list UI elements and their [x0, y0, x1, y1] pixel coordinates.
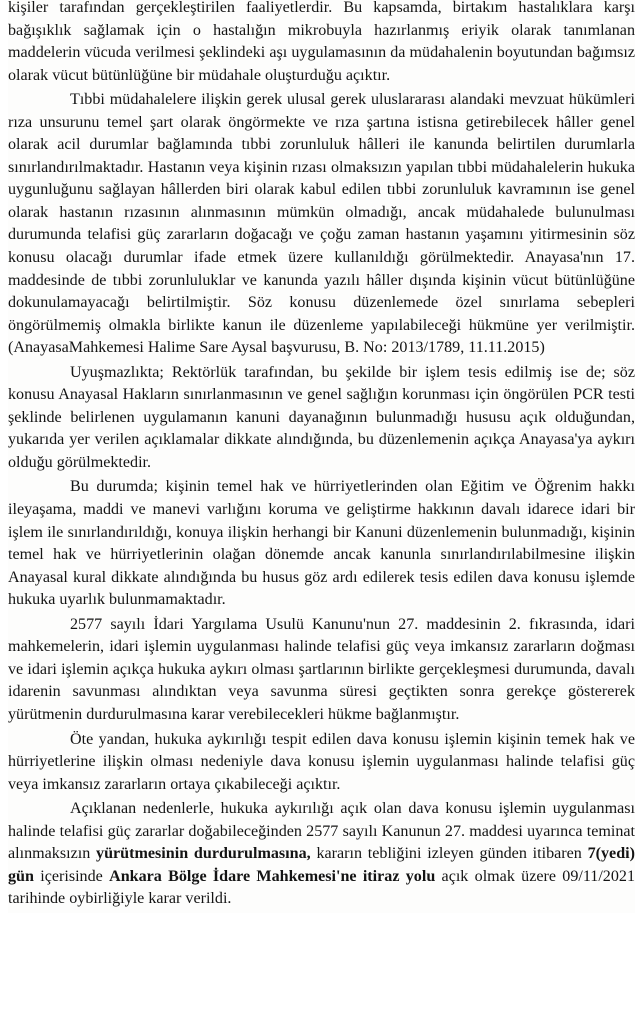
paragraph-1-text: kişiler tarafından gerçekleştirilen faaliyetlerdir. Bu kapsamda, birtakım hastalıklara karşı bağışıklık sağlamak için o hastalığın mikrobuyla hazırlanmış eriyik olarak tanımlanan maddelerin vücuda verilmesi şeklindeki aşı uygulamasının da müdahalenin boyutundan bağımsız olarak vücut bütünlüğüne bir müdahale oluşturduğu açıktır.	[8, 0, 635, 84]
paragraph-1	[8, 0, 635, 87]
paragraph-3	[8, 362, 635, 475]
paragraph-2	[8, 89, 635, 360]
paragraph-6-text: Öte yandan, hukuka aykırılığı tespit edilen dava konusu işlemin kişinin temek hak ve hürriyetlerine ilişkin olması nedeniyle dava konusu işlemin uygulanması halinde telafisi güç veya imkansız zararların ortaya çıkabileceği açıktır.	[8, 730, 635, 793]
paragraph-7	[8, 798, 635, 911]
paragraph-5	[8, 614, 635, 727]
paragraph-7-text: kararın tebliğini izleyen günden itibaren	[310, 845, 588, 863]
paragraph-4-text: Bu durumda; kişinin temel hak ve hürriyetlerinden olan Eğitim ve Öğrenim hakkı ileyaşama, maddi ve manevi varlığını koruma ve geliştirme hakkının davalı idarece idari bir işlem ile sınırlandırıldığı, konuya ilişkin herhangi bir Kanuni düzenlemenin bulunmadığı, kişinin temel hak ve hürriyetlerinin olağan dönemde ancak kanunla sınırlandırılabilmesine ilişkin Anayasal kural dikkate alındığında bu husus göz ardı edilerek tesis edilen dava konusu işlemde hukuka uyarlık bulunmamaktadır.	[8, 478, 635, 609]
document-page	[8, 0, 635, 913]
paragraph-3-text: Uyuşmazlıkta; Rektörlük tarafından, bu şekilde bir işlem tesis edilmiş ise de; söz konusu Anayasal Hakların sınırlanmasının ve genel sağlığın korunması için öngörülen PCR testi şeklinde belirlenen uygulamanın kanuni dayanağının bulunmadığı hususu açık olduğundan, yukarıda yer verilen açıklamalar dikkate alındığında, bu düzenlemenin açıkça Anayasa'ya aykırı olduğu görülmektedir.	[8, 363, 635, 471]
paragraph-2-text: Tıbbi müdahalelere ilişkin gerek ulusal gerek uluslararası alandaki mevzuat hükümleri rıza unsurunu temel şart olarak öngörmekte ve rıza şartına istisna getirebilecek hâller genel olarak acil durumlar bağlamında tıbbi zorunluluk hâlleri ile kanunda belirtilen durumlarla sınırlandırılmaktadır. Hastanın veya kişinin rızası olmaksızın yapılan tıbbi müdahalelerin hukuka uygunluğunu sağlayan hâllerden biri olarak kabul edilen tıbbi zorunluluk kavramının ise genel olarak hastanın rızasının alınmasının mümkün olmadığı, ancak müdahalede bulunulması durumunda telafisi güç zararların doğacağı ve çoğu zaman hastanın yaşamını yitirmesinin söz konusu olacağı durumlar ifade etmek üzere kullanıldığı görülmektedir. Anayasa'nın 17. maddesinde de tıbbi zorunluluklar ve kanunda yazılı hâller dışında kişinin vücut bütünlüğüne dokunulamayacağı belirtilmiştir. Söz konusu düzenlemede özel sınırlama sebepleri öngörülmemiş olmakla birlikte kanun ile düzenleme yapılabileceği hükmüne yer verilmiştir. (AnayasaMahkemesi Halime Sare Aysal başvurusu, B. No: 2013/1789, 11.11.2015)	[8, 91, 635, 357]
paragraph-5-text: 2577 sayılı İdari Yargılama Usulü Kanunu'nun 27. maddesinin 2. fıkrasında, idari mahkemelerin, idari işlemin uygulanması halinde telafisi güç veya imkansız zararların doğması ve idari işlemin açıkça hukuka aykırı olması şartlarının birlikte gerçekleşmesi durumunda, davalı idarenin savunması alındıktan veya savunma süresi geçtikten sonra gerekçe göstererek yürütmenin durdurulmasına karar verebilecekleri hükme bağlanmıştır.	[8, 615, 635, 723]
paragraph-7-text: içerisinde	[33, 867, 110, 885]
paragraph-7-bold-stay-order: yürütmesinin durdurulmasına,	[96, 845, 311, 863]
paragraph-7-bold-deadline: 7(yedi) gün	[8, 845, 635, 885]
paragraph-6	[8, 729, 635, 797]
paragraph-7-text: Açıklanan nedenlerle, hukuka aykırılığı açık olan dava konusu işlemin uygulanması halinde telafisi güç zararlar doğabileceğinden 2577 sayılı Kanunun 27. maddesi uyarınca teminat alınmaksızın	[8, 800, 635, 863]
paragraph-4	[8, 476, 635, 611]
paragraph-7-bold-court: Ankara Bölge İdare Mahkemesi'ne itiraz yolu	[109, 867, 436, 885]
paragraph-7-text: açık olmak üzere 09/11/2021 tarihinde oybirliğiyle karar verildi.	[8, 867, 635, 908]
